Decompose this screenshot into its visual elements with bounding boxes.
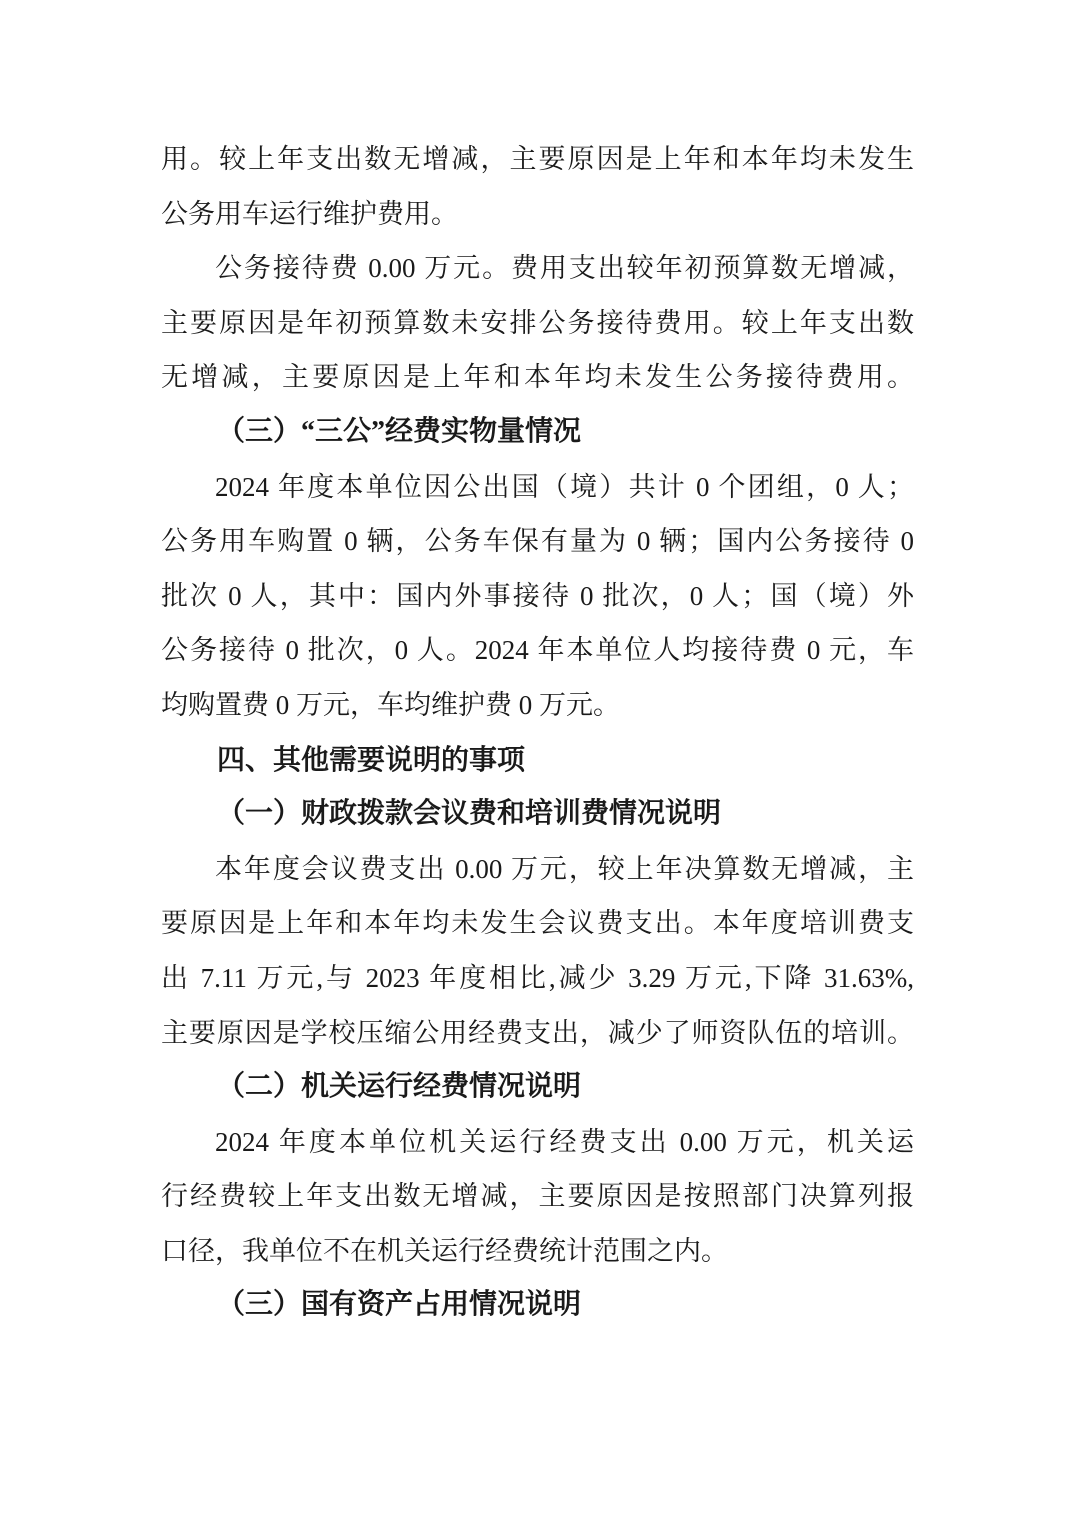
paragraph-line: 要原因是上年和本年均未发生会议费支出。本年度培训费支 xyxy=(161,908,914,939)
paragraph-line: 主要原因是学校压缩公用经费支出，减少了师资队伍的培训。 xyxy=(161,1017,914,1048)
paragraph-line: 用。较上年支出数无增减，主要原因是上年和本年均未发生 xyxy=(161,144,914,174)
paragraph-line: 公务接待 0 批次，0 人。2024 年本单位人均接待费 0 元，车 xyxy=(161,635,914,666)
heading-meeting-training-fees: （一）财政拨款会议费和培训费情况说明 xyxy=(217,798,722,830)
paragraph-line: 出 7.11 万元,与 2023 年度相比,减少 3.29 万元,下降 31.63%, xyxy=(161,962,914,993)
paragraph-line: 2024 年度本单位机关运行经费支出 0.00 万元，机关运 xyxy=(215,1126,914,1157)
paragraph-line: 本年度会议费支出 0.00 万元，较上年决算数无增减，主 xyxy=(215,853,914,884)
heading-state-assets-occupancy: （三）国有资产占用情况说明 xyxy=(217,1289,582,1321)
paragraph-line: 公务用车购置 0 辆，公务车保有量为 0 辆；国内公务接待 0 xyxy=(161,526,914,557)
paragraph-line: 行经费较上年支出数无增减，主要原因是按照部门决算列报 xyxy=(161,1181,914,1212)
heading-section-four-other-items: 四、其他需要说明的事项 xyxy=(217,743,526,775)
paragraph-line: 公务用车运行维护费用。 xyxy=(161,198,458,229)
paragraph-line: 口径，我单位不在机关运行经费统计范围之内。 xyxy=(161,1235,728,1266)
document-body xyxy=(161,132,914,1333)
paragraph-line: 无增减，主要原因是上年和本年均未发生公务接待费用。 xyxy=(161,362,914,393)
paragraph-line: 2024 年度本单位因公出国（境）共计 0 个团组，0 人； xyxy=(215,471,914,502)
heading-three-public-physical: （三）“三公”经费实物量情况 xyxy=(217,415,582,447)
paragraph-line: 均购置费 0 万元，车均维护费 0 万元。 xyxy=(161,689,620,720)
paragraph-line: 公务接待费 0.00 万元。费用支出较年初预算数无增减， xyxy=(215,253,914,284)
heading-agency-operation-funds: （二）机关运行经费情况说明 xyxy=(217,1071,582,1103)
paragraph-line: 主要原因是年初预算数未安排公务接待费用。较上年支出数 xyxy=(161,307,914,338)
paragraph-line: 批次 0 人，其中：国内外事接待 0 批次，0 人；国（境）外 xyxy=(161,580,914,611)
